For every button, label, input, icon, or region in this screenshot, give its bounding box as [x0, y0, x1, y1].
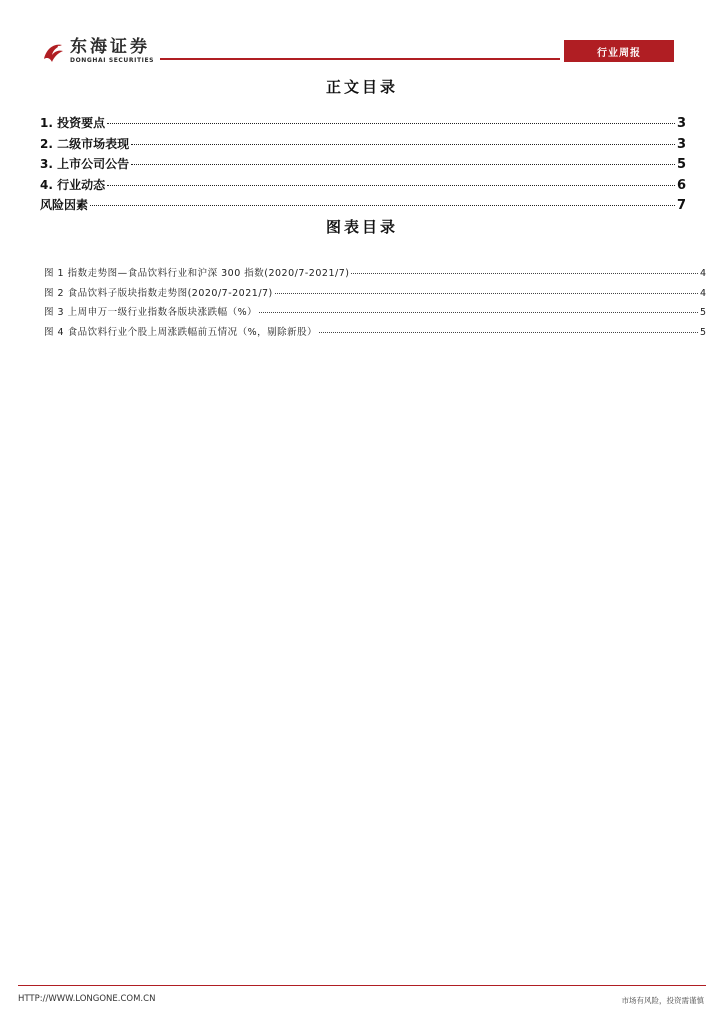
figure-entry-label: 图 4 食品饮料行业个股上周涨跌幅前五情况（%，剔除新股）: [44, 326, 318, 338]
figure-entry-page: 4: [699, 287, 706, 299]
header-divider: [160, 58, 560, 60]
figure-entry[interactable]: [44, 324, 706, 344]
footer-divider: [18, 985, 706, 986]
logo-chinese-name: 东海证券: [70, 37, 150, 57]
figure-entry[interactable]: [44, 265, 706, 285]
figure-entry-page: 5: [699, 307, 706, 318]
dot-leader: [90, 205, 675, 206]
toc-entry-label: 风险因素: [40, 198, 89, 212]
dot-leader: [319, 332, 698, 333]
toc-entry[interactable]: [40, 196, 686, 217]
figure-entry[interactable]: [44, 285, 706, 305]
dot-leader: [131, 164, 675, 165]
toc-entry-page: 3: [676, 136, 686, 152]
toc-entry-page: 5: [676, 157, 686, 172]
toc-entry[interactable]: [40, 135, 686, 156]
figure-entry-label: 图 2 食品饮料子版块指数走势图(2020/7-2021/7): [44, 287, 273, 299]
figure-entry[interactable]: [44, 304, 706, 324]
figure-entry-label: 图 1 指数走势图—食品饮料行业和沪深 300 指数(2020/7-2021/7): [44, 268, 350, 279]
toc-list: [40, 114, 686, 217]
dot-leader: [275, 293, 698, 294]
footer-disclaimer: 市场有风险，投资需谨慎: [621, 996, 704, 1005]
toc-entry-label: 1. 投资要点: [40, 116, 106, 130]
toc-entry-label: 2. 二级市场表现: [40, 136, 130, 151]
figure-list: [44, 265, 706, 343]
figure-entry-page: 5: [699, 326, 706, 338]
toc-entry-page: 7: [676, 198, 686, 213]
toc-entry-page: 3: [676, 116, 686, 131]
dot-leader: [107, 185, 675, 186]
figure-entry-label: 图 3 上周申万一级行业指数各版块涨跌幅（%）: [44, 307, 258, 318]
toc-entry-page: 6: [676, 177, 686, 193]
dot-leader: [131, 144, 675, 145]
toc-entry[interactable]: [40, 114, 686, 135]
figure-entry-page: 4: [699, 268, 706, 279]
company-logo: [40, 39, 170, 65]
dragon-logo-icon: [40, 39, 66, 65]
toc-entry-label: 3. 上市公司公告: [40, 157, 130, 171]
toc-entry[interactable]: [40, 176, 686, 197]
report-type-badge: 行业周报: [564, 40, 674, 62]
figure-list-title: 图表目录: [325, 218, 398, 236]
dot-leader: [259, 312, 698, 313]
dot-leader: [107, 123, 675, 124]
toc-title: 正文目录: [325, 78, 398, 96]
toc-entry[interactable]: [40, 155, 686, 176]
toc-entry-label: 4. 行业动态: [40, 177, 106, 192]
logo-english-name: DONGHAI SECURITIES: [70, 57, 155, 64]
dot-leader: [351, 273, 698, 274]
footer-url[interactable]: HTTP://WWW.LONGONE.COM.CN: [18, 994, 156, 1004]
